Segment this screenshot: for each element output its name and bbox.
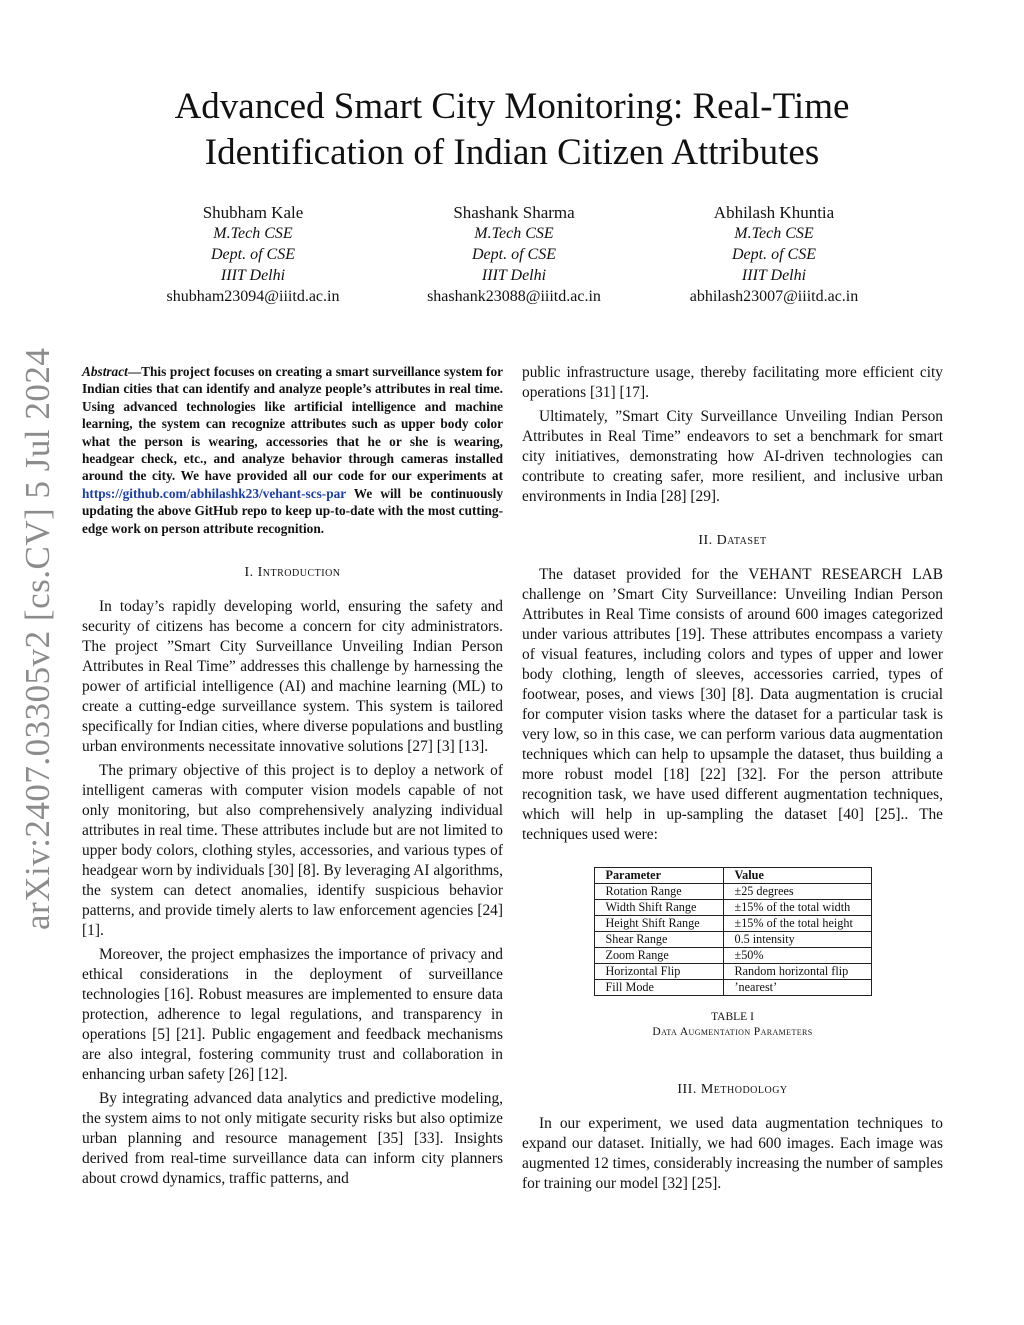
author-name: Shubham Kale: [202, 203, 304, 222]
author-degree: M.Tech CSE: [474, 225, 554, 242]
intro-paragraph-5: Ultimately, ”Smart City Surveillance Unveiling Indian Person Attributes in Real Time” endeavors to set a benchmark for smart city initiatives, demonstrating how AI-driven technologies can contribute to creating safer, more resilient, and inclusive urban environments in India [28] [29].: [522, 408, 943, 505]
author-dept: Dept. of CSE: [732, 246, 816, 263]
author-dept: Dept. of CSE: [472, 246, 556, 263]
author-name: Shashank Sharma: [453, 203, 575, 222]
section-heading-introduction: I. Introduction: [244, 565, 341, 581]
table-header-row: [594, 868, 871, 884]
author-institution: IIIT Delhi: [741, 267, 807, 284]
table-cell-value: ’nearest’: [723, 980, 871, 996]
author-email: abhilash23007@iiitd.ac.in: [689, 288, 859, 305]
table-cell-parameter: Zoom Range: [594, 948, 723, 964]
intro-paragraph-2: The primary objective of this project is to deploy a network of intelligent cameras with computer vision models capable of not only monitoring, but also comprehensively analyzing individual attributes in real time. These attributes include but are not limited to upper body colors, clothing styles, accessories, and various types of headgear worn by individuals [30] [8]. By leveraging AI algorithms, the system can detect anomalies, identify suspicious behavior patterns, and provide timely alerts to law enforcement agencies [24] [1].: [82, 762, 504, 940]
table-row: [594, 964, 871, 980]
author-email: shashank23088@iiitd.ac.in: [427, 288, 601, 305]
augmentation-table-wrap: [522, 867, 943, 1040]
github-link[interactable]: https://github.com/abhilashk23/vehant-scs-par: [82, 485, 346, 501]
table-header-value: Value: [723, 868, 871, 884]
left-column: [82, 363, 503, 1193]
intro-paragraph-4: By integrating advanced data analytics and predictive modeling, the system aims to not only mitigate security risks but also optimize urban planning and resource management [35] [33]. Insights derived from real-time surveillance data can inform city planners about crowd dynamics, traffic patterns, and: [82, 1090, 503, 1188]
table-cell-parameter: Rotation Range: [594, 884, 723, 900]
table-cell-value: ±25 degrees: [723, 884, 871, 900]
table-row: [594, 948, 871, 964]
author-email: shubham23094@iiitd.ac.in: [166, 288, 340, 305]
methodology-paragraph: In our experiment, we used data augmentation techniques to expand our dataset. Initially, we had 600 images. Each image was augmented 12 times, considerably increasing the number of samples for training our model [32] [25].: [522, 1115, 943, 1192]
table-row: [594, 884, 871, 900]
author-institution: IIIT Delhi: [481, 267, 547, 284]
dataset-paragraph: The dataset provided for the VEHANT RESEARCH LAB challenge on ’Smart City Surveillance: Unveiling Indian Person Attributes in Real Time consists of around 600 images categorized under various attributes [19]. These attributes encompass a variety of visual features, including colors and types of upper and lower body clothing, length of sleeves, accessories carried, types of footwear, poses, and views [30] [8]. Data augmentation is crucial for computer vision tasks where the dataset for a particular task is very low, so in this case, we can perform various data augmentation techniques which can help to upsample the dataset, thus building a more robust model [18] [22] [32]. For the person attribute recognition task, we have used different augmentation techniques, which will help in up-sampling the dataset [40] [25].. The techniques used were:: [522, 566, 943, 843]
author-institution: IIIT Delhi: [220, 267, 286, 284]
table-row: [594, 916, 871, 932]
author-name: Abhilash Khuntia: [713, 203, 835, 222]
author-3: [634, 202, 914, 307]
section-heading-methodology: III. Methodology: [677, 1082, 788, 1097]
table-cell-parameter: Width Shift Range: [594, 900, 723, 916]
table-cell-value: Random horizontal flip: [723, 964, 871, 980]
table-cell-parameter: Horizontal Flip: [594, 964, 723, 980]
intro-paragraph-3: Moreover, the project emphasizes the importance of privacy and ethical considerations in the deployment of surveillance technologies [16]. Robust measures are implemented to ensure data protection, adherence to legal regulations, and transparency in operations [5] [21]. Public engagement and feedback mechanisms are also integral, fostering community trust and collaboration in enhancing urban safety [26] [12].: [82, 946, 503, 1084]
intro-paragraph-continued: public infrastructure usage, thereby facilitating more efficient city operations [31] [17].: [522, 364, 943, 401]
table-row: [594, 932, 871, 948]
abstract-label: Abstract: [82, 364, 128, 379]
title-line-1: Advanced Smart City Monitoring: Real-Time: [174, 86, 850, 127]
table-cell-value: ±15% of the total height: [723, 916, 871, 932]
table-cell-value: ±15% of the total width: [723, 900, 871, 916]
author-1: [113, 202, 393, 307]
arxiv-stamp: arXiv:2407.03305v2 [cs.CV] 5 Jul 2024: [18, 347, 57, 930]
author-2: [374, 202, 654, 307]
author-dept: Dept. of CSE: [211, 246, 295, 263]
table-caption-number: TABLE I: [711, 1011, 754, 1023]
table-cell-value: ±50%: [723, 948, 871, 964]
right-column: [522, 363, 943, 1198]
title-line-2: Identification of Indian Citizen Attributes: [204, 132, 820, 173]
abstract: [82, 363, 503, 537]
author-degree: M.Tech CSE: [213, 225, 293, 242]
table-row: [594, 980, 871, 996]
intro-paragraph-1: In today’s rapidly developing world, ensuring the safety and security of citizens has become a concern for city administrators. The project ”Smart City Surveillance Unveiling Indian Person Attributes in Real Time” addresses this challenge by harnessing the power of artificial intelligence (AI) and machine learning (ML) to create a cutting-edge surveillance system. This system is tailored specifically for Indian cities, where diverse populations and bustling urban environments necessitate innovative solutions [27] [3] [13].: [82, 598, 503, 756]
table-caption-title: Data Augmentation Parameters: [652, 1026, 813, 1038]
table-header-parameter: Parameter: [594, 868, 723, 884]
augmentation-table: [594, 867, 872, 996]
abstract-text: —This project focuses on creating a smart surveillance system for Indian cities that can identify and analyze people’s attributes in real time. Using advanced technologies like artificial intelligence and machine learning, the system can recognize attributes such as upper body color what the person is wearing, accessories that he or she is wearing, headgear check, etc., and analyze behavior through cameras installed around the city. We have provided all our code for our experiments at: [82, 364, 503, 484]
paper-title: [100, 84, 924, 176]
table-cell-parameter: Fill Mode: [594, 980, 723, 996]
section-heading-dataset: II. Dataset: [698, 533, 767, 548]
table-row: [594, 900, 871, 916]
table-cell-value: 0.5 intensity: [723, 932, 871, 948]
abstract-text-end: We will be continuously updating the above GitHub repo to keep up-to-date with the most cutting-edge work on person attribute recognition.: [82, 485, 503, 536]
table-cell-parameter: Shear Range: [594, 932, 723, 948]
table-cell-parameter: Height Shift Range: [594, 916, 723, 932]
author-degree: M.Tech CSE: [734, 225, 814, 242]
